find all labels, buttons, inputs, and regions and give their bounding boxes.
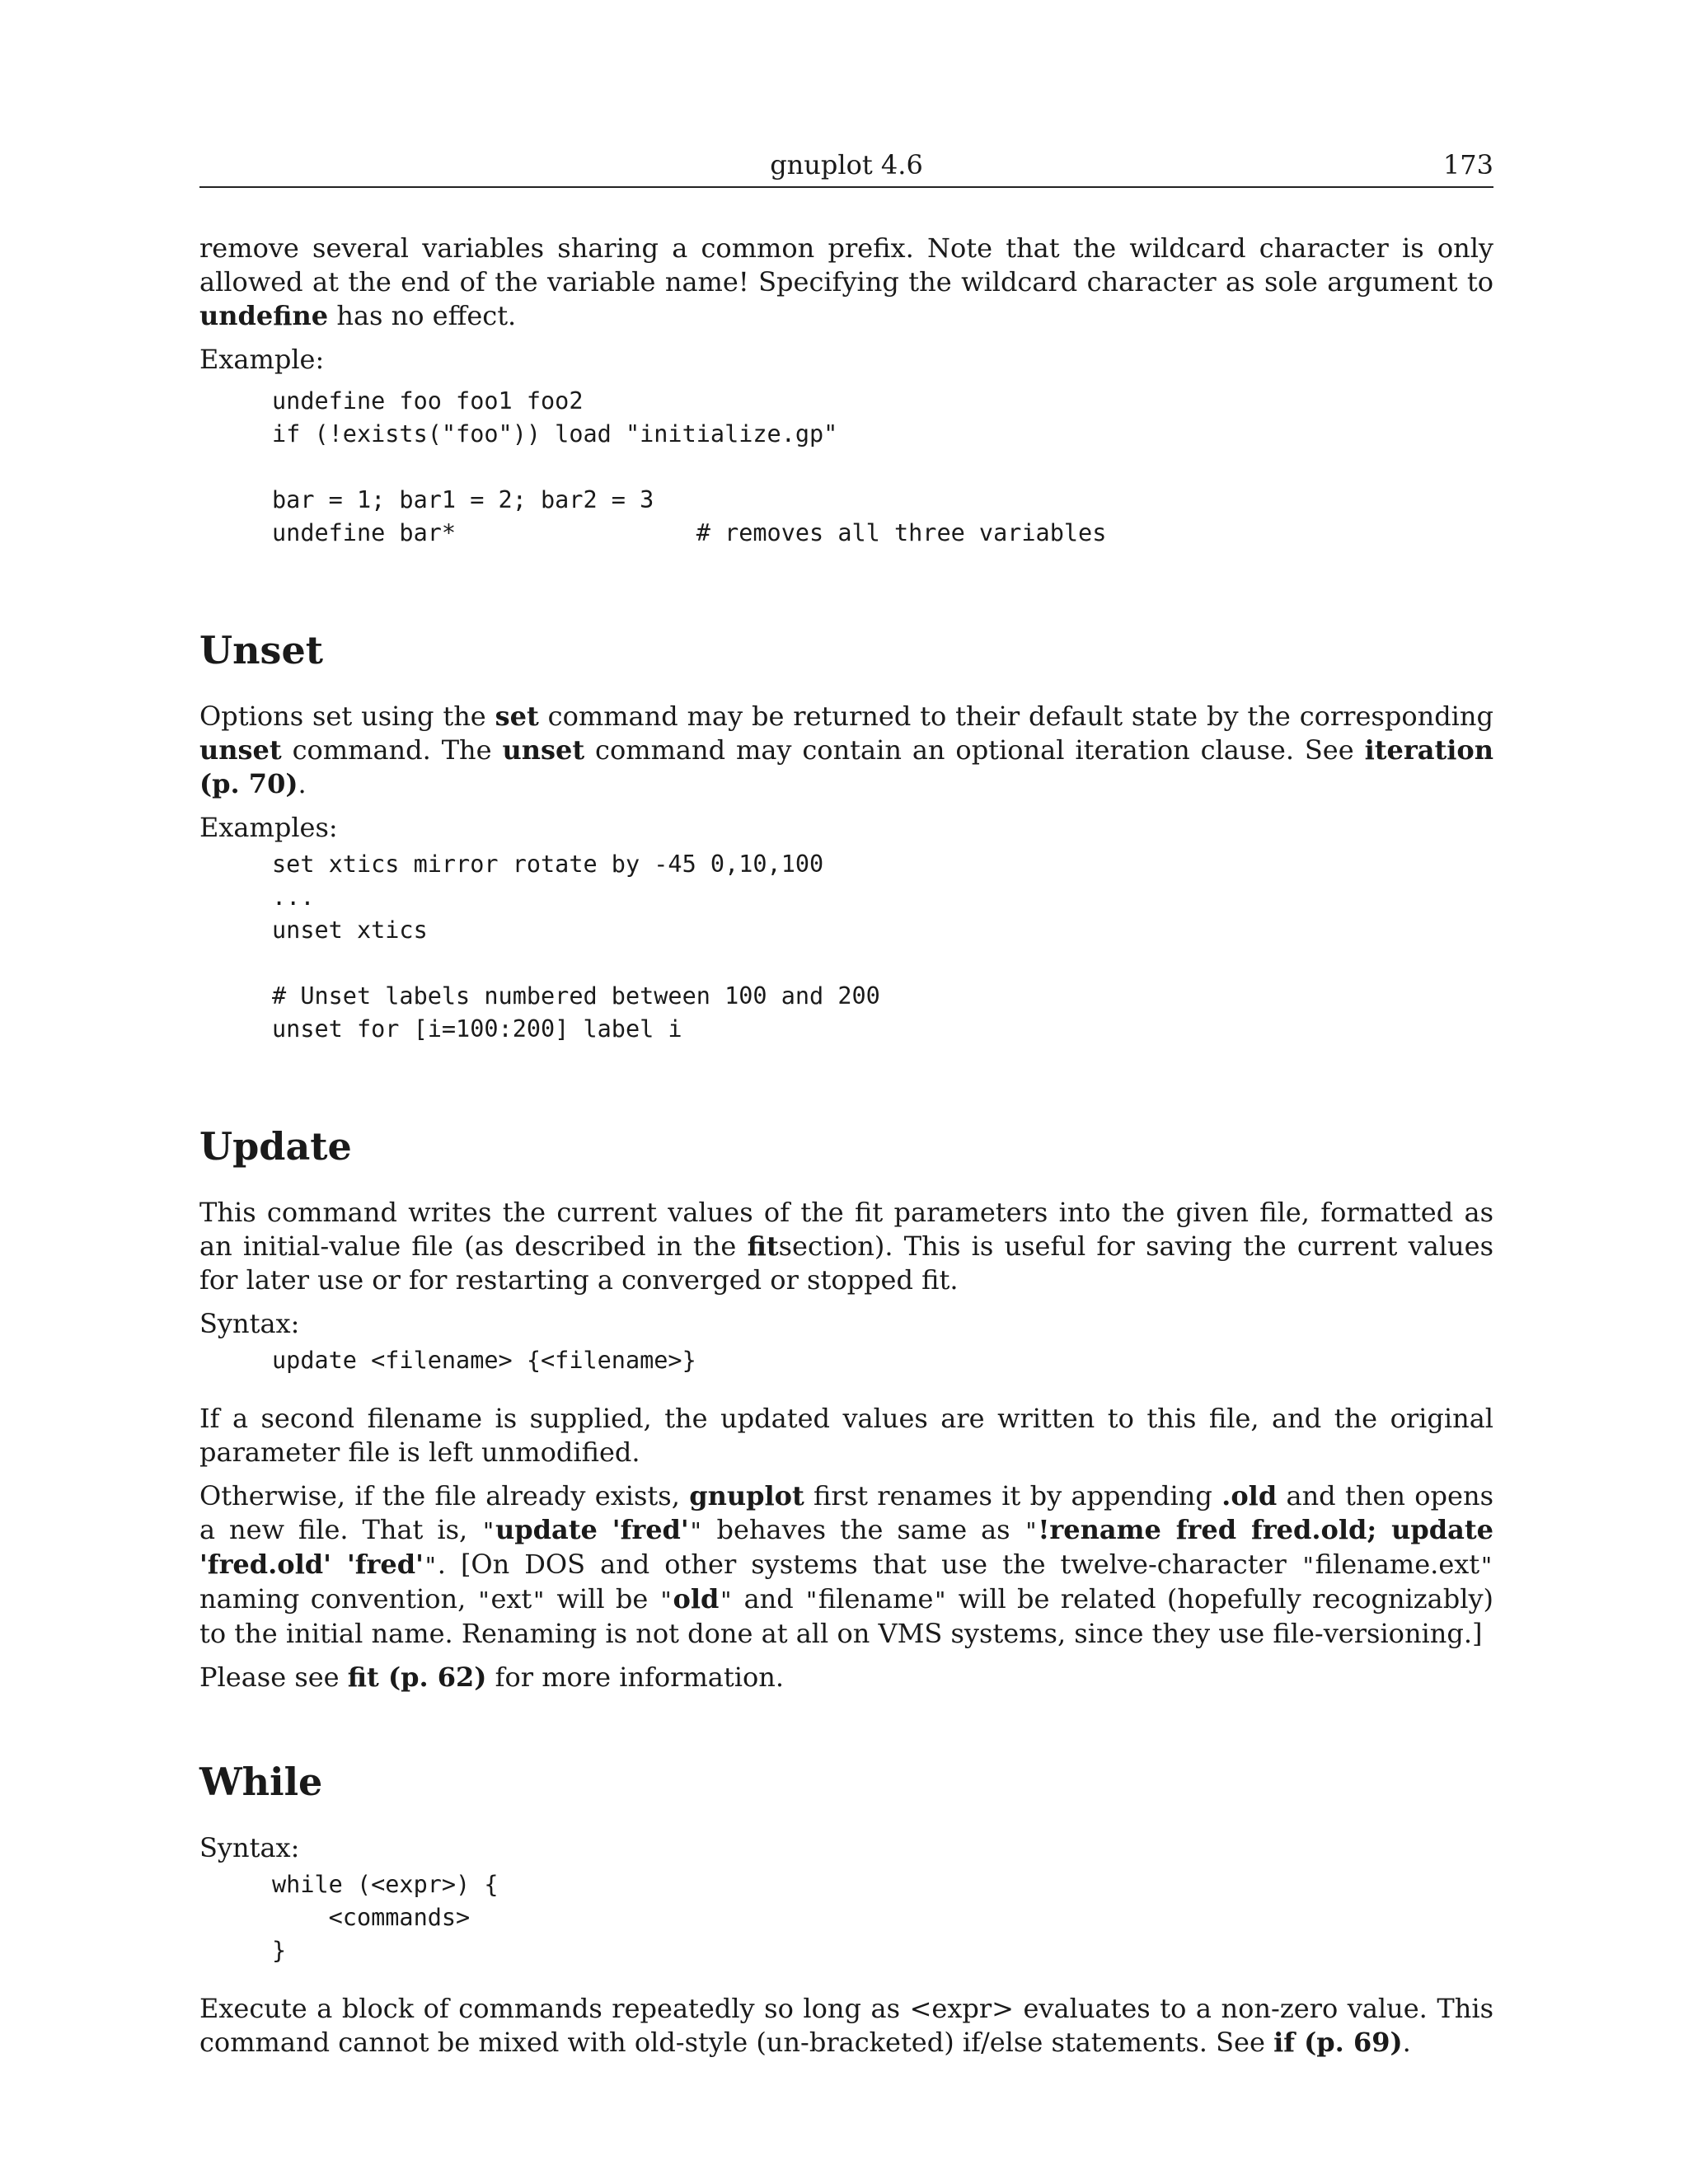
document-page: [199, 148, 1493, 2060]
section-heading-update: Update: [199, 1124, 352, 1169]
page-number: 173: [1442, 149, 1493, 180]
unset-example-code: set xtics mirror rotate by -45 0,10,100 ... unset xtics # Unset labels numbered between 100 and 200 unset for [i=100:200] label i: [272, 851, 880, 1043]
syntax-label: Syntax:: [199, 1308, 300, 1339]
page-header: [199, 148, 1493, 188]
update-paragraph-2: If a second filename is supplied, the updated values are written to this file, and the original parameter file is left unmodified.: [199, 1403, 1493, 1468]
while-syntax-label: Syntax:: [199, 1832, 300, 1863]
update-syntax-code: update <filename> {<filename>}: [272, 1347, 696, 1374]
undefine-continuation-paragraph: remove several variables sharing a common prefix. Note that the wildcard character is only allowed at the end of the variable name! Specifying the wildcard character as sole argument to undefine has no effect.: [199, 232, 1493, 331]
update-paragraph-1: This command writes the current values of the fit parameters into the given file, formatted as an initial-value file (as described in the fitsection). This is useful for saving the current values for later use or for restarting a converged or stopped fit.: [199, 1197, 1494, 1296]
update-paragraph-3: Otherwise, if the file already exists, gnuplot first renames it by appending .old and then opens a new file. That is, "update 'fred'" behaves the same as "!rename fred fred.old; update 'fred.old' 'fred'". [On DOS and other systems that use the twelve-character "filename.ext" naming convention, "ext" will be "old" and "filename" will be related (hopefully recognizably) to the initial name. Renaming is not done at all on VMS systems, since they use file-versioning.]: [199, 1480, 1494, 1649]
unset-paragraph: Options set using the set command may be returned to their default state by the corresponding unset command. The unset command may contain an optional iteration clause. See iteration (p. 70).: [199, 701, 1494, 799]
while-paragraph: Execute a block of commands repeatedly so long as <expr> evaluates to a non-zero value. This command cannot be mixed with old-style (un-bracketed) if/else statements. See if (p. 69).: [199, 1993, 1493, 2058]
example-label: Example:: [199, 344, 325, 375]
while-syntax-code: while (<expr>) { <commands> }: [272, 1871, 499, 1964]
undefine-example-code: undefine foo foo1 foo2 if (!exists("foo")) load "initialize.gp" bar = 1; bar1 = 2; bar2 = 3 undefine bar* # removes all three variables: [272, 387, 1107, 546]
update-paragraph-4: Please see fit (p. 62) for more information.: [199, 1661, 785, 1693]
section-heading-while: While: [199, 1760, 323, 1804]
section-heading-unset: Unset: [199, 628, 323, 673]
examples-label: Examples:: [199, 812, 338, 843]
running-title: gnuplot 4.6: [770, 149, 923, 180]
